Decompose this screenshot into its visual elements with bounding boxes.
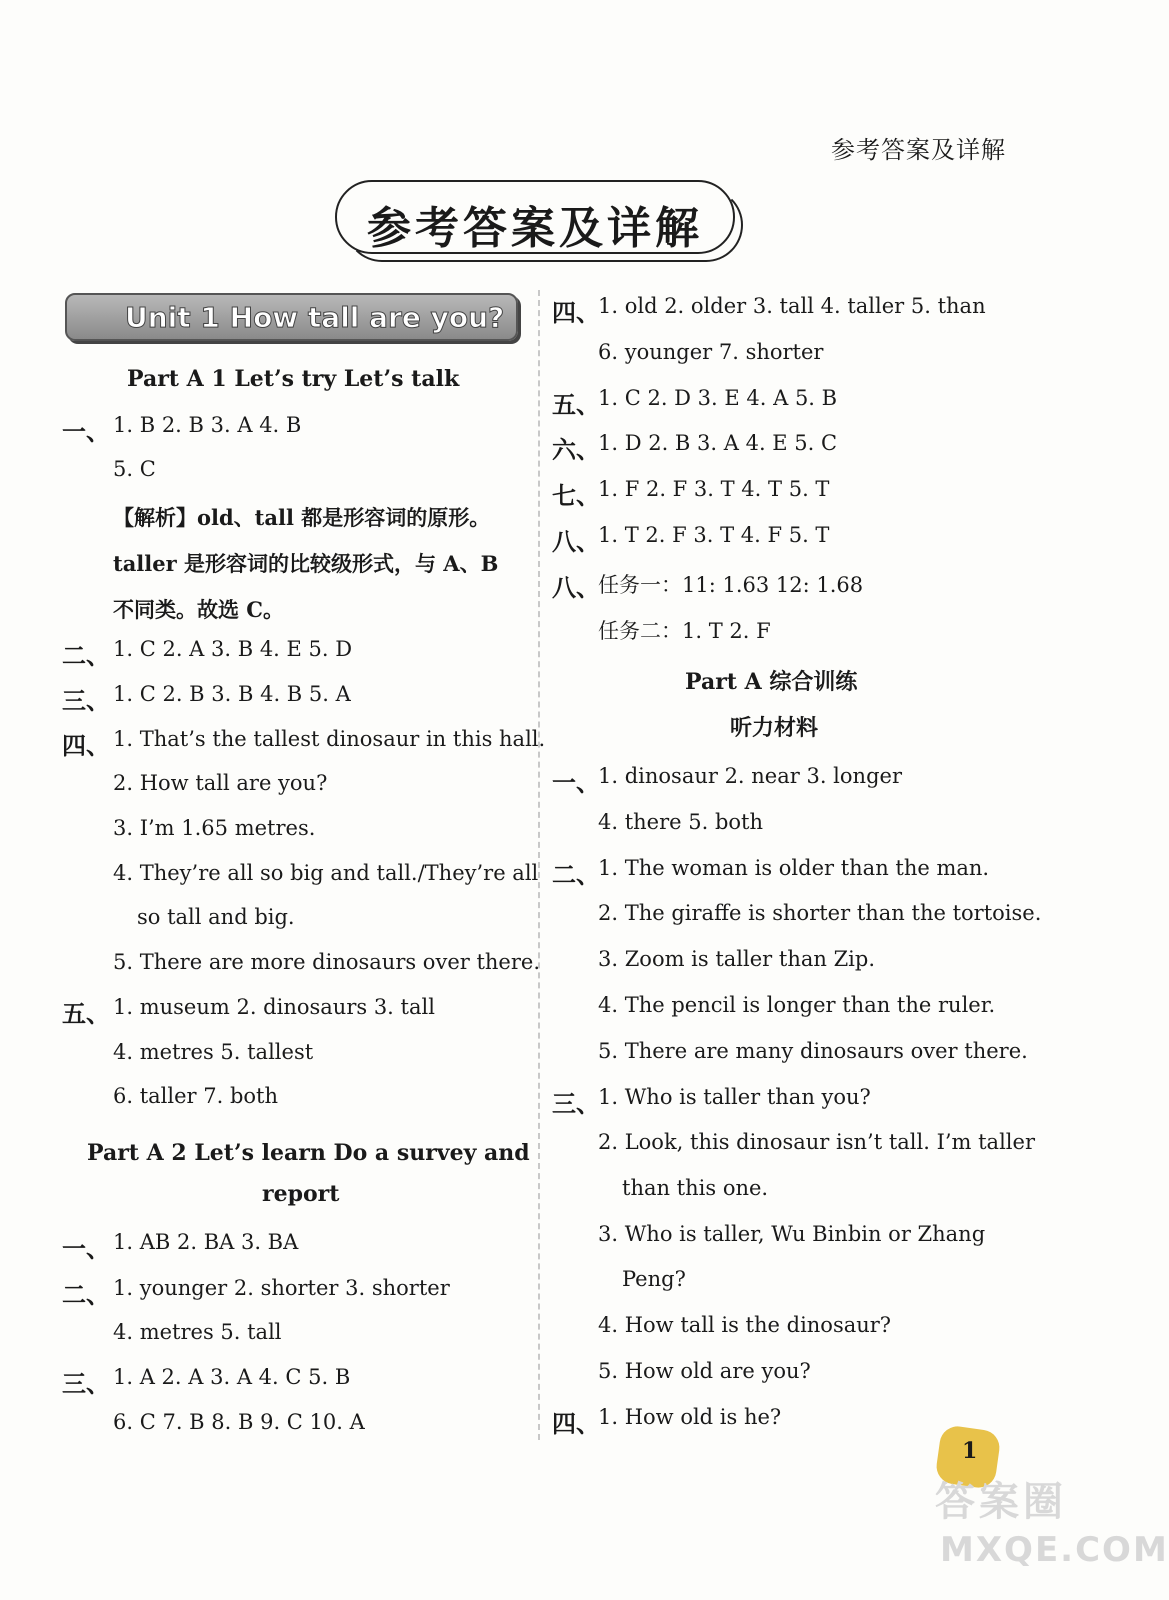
question-number: 四、 xyxy=(552,298,600,327)
section-subheading-listening: 听力材料 xyxy=(730,715,819,741)
question-number: 四、 xyxy=(62,731,110,760)
explanation-line: 【解析】old、tall 都是形容词的原形。 xyxy=(113,505,491,530)
answer-line: 1. How old is he? xyxy=(598,1405,782,1429)
question-number: 五、 xyxy=(552,390,600,419)
answer-line: 2. Look, this dinosaur isn’t tall. I’m taller xyxy=(598,1130,1035,1154)
watermark-text-bottom: MXQE.COM xyxy=(940,1530,1169,1570)
answer-line: 1. younger 2. shorter 3. shorter xyxy=(113,1276,450,1300)
question-number: 四、 xyxy=(552,1409,600,1438)
explanation-line: taller 是形容词的比较级形式，与 A、B xyxy=(113,551,499,576)
question-number: 三、 xyxy=(62,1369,110,1398)
answer-line: Peng? xyxy=(622,1267,686,1291)
answer-line: 4. How tall is the dinosaur? xyxy=(598,1313,892,1337)
watermark-text-top: 答案圈 xyxy=(935,1479,1067,1525)
answer-line: 5. There are many dinosaurs over there. xyxy=(598,1039,1028,1063)
answer-line: 5. How old are you? xyxy=(598,1359,811,1383)
question-number: 八、 xyxy=(552,573,600,602)
answer-line: 1. B 2. B 3. A 4. B xyxy=(113,413,302,437)
page-title: 参考答案及详解 xyxy=(367,203,703,254)
answer-line: 4. there 5. both xyxy=(598,810,764,834)
question-number: 二、 xyxy=(62,1280,110,1309)
answer-line: 1. The woman is older than the man. xyxy=(598,856,990,880)
answer-line: 1. old 2. older 3. tall 4. taller 5. than xyxy=(598,294,986,318)
section-heading-part-a-2-cont: report xyxy=(262,1181,340,1207)
question-number: 六、 xyxy=(552,435,600,464)
question-number: 一、 xyxy=(62,417,110,446)
question-number: 七、 xyxy=(552,481,600,510)
column-divider xyxy=(538,290,540,1440)
question-number: 三、 xyxy=(62,686,110,715)
page-number: 1 xyxy=(962,1438,978,1464)
answer-line: 1. dinosaur 2. near 3. longer xyxy=(598,764,902,788)
answer-line: 5. There are more dinosaurs over there. xyxy=(113,950,540,974)
section-heading-part-a-1: Part A 1 Let’s try Let’s talk xyxy=(127,366,460,392)
page-title-frame xyxy=(335,180,735,254)
answer-line: 1. F 2. F 3. T 4. T 5. T xyxy=(598,477,830,501)
answer-line: 6. younger 7. shorter xyxy=(598,340,824,364)
watermark-logo xyxy=(930,1470,1169,1590)
question-number: 三、 xyxy=(552,1089,600,1118)
answer-line: 1. D 2. B 3. A 4. E 5. C xyxy=(598,431,838,455)
answer-line: 任务一：11: 1.63 12: 1.68 xyxy=(598,573,864,597)
question-number: 八、 xyxy=(552,527,600,556)
section-heading-part-a-2: Part A 2 Let’s learn Do a survey and xyxy=(87,1140,530,1166)
answer-line: 3. Zoom is taller than Zip. xyxy=(598,947,875,971)
answer-line: so tall and big. xyxy=(137,905,295,929)
answer-line: 1. That’s the tallest dinosaur in this hall. xyxy=(113,727,546,751)
answer-line: 5. C xyxy=(113,457,156,481)
answer-line: 3. Who is taller, Wu Binbin or Zhang xyxy=(598,1222,986,1246)
unit-title: Unit 1 How tall are you? xyxy=(125,301,505,334)
answer-line: 4. They’re all so big and tall./They’re all xyxy=(113,861,539,885)
answer-line: 1. museum 2. dinosaurs 3. tall xyxy=(113,995,435,1019)
question-number: 五、 xyxy=(62,999,110,1028)
answer-line: 1. C 2. D 3. E 4. A 5. B xyxy=(598,386,838,410)
answer-line: 6. taller 7. both xyxy=(113,1084,279,1108)
question-number: 二、 xyxy=(552,860,600,889)
question-number: 一、 xyxy=(62,1234,110,1263)
answer-line: 1. A 2. A 3. A 4. C 5. B xyxy=(113,1365,351,1389)
unit-banner xyxy=(65,293,518,341)
answer-line: 任务二：1. T 2. F xyxy=(598,619,771,643)
answer-line: 3. I’m 1.65 metres. xyxy=(113,816,316,840)
answer-line: 4. metres 5. tallest xyxy=(113,1040,314,1064)
answer-line: 1. C 2. A 3. B 4. E 5. D xyxy=(113,637,353,661)
answer-line: 4. The pencil is longer than the ruler. xyxy=(598,993,996,1017)
answer-line: 1. AB 2. BA 3. BA xyxy=(113,1230,299,1254)
answer-line: 2. How tall are you? xyxy=(113,771,328,795)
running-header: 参考答案及详解 xyxy=(831,136,1006,164)
section-heading-comprehensive: Part A 综合训练 xyxy=(685,669,858,695)
question-number: 二、 xyxy=(62,641,110,670)
answer-line: 6. C 7. B 8. B 9. C 10. A xyxy=(113,1410,365,1434)
answer-line: 1. T 2. F 3. T 4. F 5. T xyxy=(598,523,830,547)
answer-line: 4. metres 5. tall xyxy=(113,1320,282,1344)
question-number: 一、 xyxy=(552,768,600,797)
answer-line: 2. The giraffe is shorter than the tortoise. xyxy=(598,901,1042,925)
answer-line: than this one. xyxy=(622,1176,769,1200)
answer-line: 1. Who is taller than you? xyxy=(598,1085,871,1109)
explanation-line: 不同类。故选 C。 xyxy=(113,597,285,622)
answer-line: 1. C 2. B 3. B 4. B 5. A xyxy=(113,682,351,706)
